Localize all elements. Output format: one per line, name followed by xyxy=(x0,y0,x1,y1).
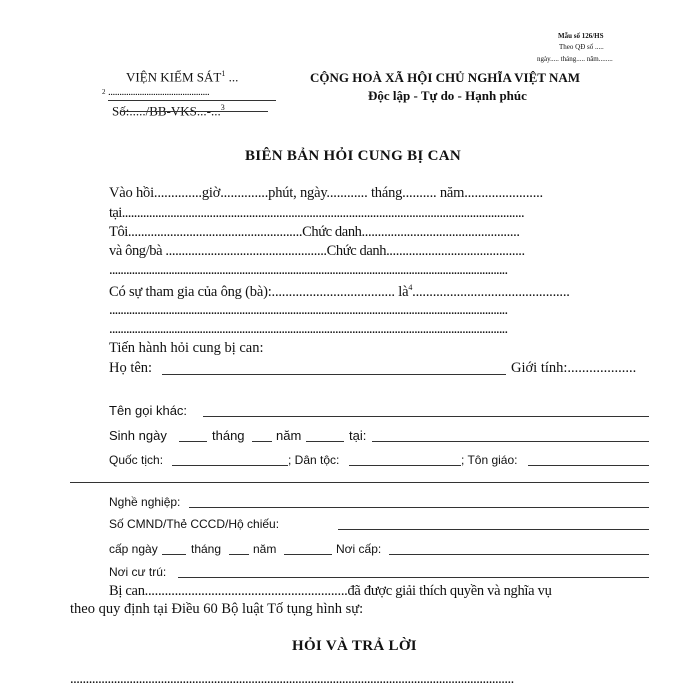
dob-month-field[interactable] xyxy=(252,441,272,442)
dob-day-field[interactable] xyxy=(179,441,207,442)
issue-month-field[interactable] xyxy=(229,554,249,555)
footnote-4: 4 xyxy=(408,283,413,292)
ethnicity-field[interactable] xyxy=(349,465,461,466)
document-number: Số:...../BB-VKS...-...$^3$ xyxy=(112,103,225,119)
occupation-label: Nghề nghiệp: xyxy=(109,495,181,509)
issue-year-field[interactable] xyxy=(284,554,332,555)
alias-field[interactable] xyxy=(203,416,649,417)
blank-line-1: ............................................................................................................................................. xyxy=(109,262,508,278)
issue-place-label: Nơi cấp: xyxy=(336,542,382,556)
blank-line-2: ............................................................................................................................................. xyxy=(109,302,508,318)
country-name: CỘNG HOÀ XÃ HỘI CHỦ NGHĨA VIỆT NAM xyxy=(310,70,581,85)
law-line: theo quy định tại Điều 60 Bộ luật Tố tụng hình sự: xyxy=(70,601,364,617)
national-motto: Độc lập - Tự do - Hạnh phúc xyxy=(368,88,527,103)
nationality-field[interactable] xyxy=(172,465,288,466)
issue-place-field[interactable] xyxy=(389,554,649,555)
proceed-line: Tiến hành hỏi cung bị can: xyxy=(109,340,264,356)
religion-field[interactable] xyxy=(528,465,649,466)
residence-label: Nơi cư trú: xyxy=(109,565,167,579)
religion-label: ; Tôn giáo: xyxy=(461,453,518,467)
footnote-1: 1 xyxy=(221,69,226,78)
occupation-field[interactable] xyxy=(189,507,649,508)
id-field[interactable] xyxy=(338,529,649,530)
issue-month-label: tháng xyxy=(191,542,222,556)
dob-year-label: năm xyxy=(276,428,302,443)
other-officer-line: và ông/bà ..................................................Chức danh........................................... xyxy=(109,243,525,259)
form-decision: Theo QĐ số ..... xyxy=(559,43,604,51)
document-title: BIÊN BẢN HỎI CUNG BỊ CAN xyxy=(245,148,461,164)
ethnicity-label: ; Dân tộc: xyxy=(288,453,340,467)
blank-line-3: ............................................................................................................................................. xyxy=(109,321,508,337)
alias-label: Tên gọi khác: xyxy=(109,403,188,418)
accused-line: Bị can.............................................................đã được giải thích quyền và nghĩa vụ xyxy=(109,583,552,599)
birthplace-field[interactable] xyxy=(372,441,649,442)
dob-label: Sinh ngày xyxy=(109,428,167,443)
form-date: ngày..... tháng..... năm........ xyxy=(537,55,613,63)
agency-dots: ............................................. xyxy=(108,86,210,98)
name-field[interactable] xyxy=(162,374,506,375)
qa-title: HỎI VÀ TRẢ LỜI xyxy=(292,638,417,654)
footnote-3: 3 xyxy=(220,103,225,112)
participant-line: Có sự tham gia của ông (bà):.................................... $là^4$.............................................. xyxy=(109,283,570,300)
dob-month-label: tháng xyxy=(212,428,245,443)
time-line: Vào hồi..............giờ..............phút, ngày............ tháng.......... năm....................... xyxy=(109,185,543,201)
investigator-line: Tôi......................................................Chức danh................................................. xyxy=(109,224,520,240)
issue-year-label: năm xyxy=(253,542,277,556)
name-label: Họ tên: xyxy=(109,360,153,376)
issue-date-label: cấp ngày xyxy=(109,542,158,556)
birthplace-label: tại: xyxy=(349,428,367,443)
agency-rule xyxy=(108,100,276,101)
answer-line: .............................................................................................................................................. xyxy=(70,671,514,687)
gender-label: Giới tính:................... xyxy=(511,360,637,376)
footnote-2: 2 xyxy=(102,88,106,96)
place-line: tại..................................................................................................................................... xyxy=(109,205,525,221)
dob-year-field[interactable] xyxy=(306,441,344,442)
agency-name: VIỆN KIỂM SÁT$^1$ ... xyxy=(126,69,239,85)
nationality-label: Quốc tịch: xyxy=(109,453,164,467)
id-label: Số CMND/Thẻ CCCD/Hộ chiếu: xyxy=(109,517,280,531)
form-code: Mẫu số 126/HS xyxy=(558,32,604,40)
residence-field[interactable] xyxy=(178,577,649,578)
number-strike xyxy=(120,111,268,112)
issue-day-field[interactable] xyxy=(162,554,186,555)
section-divider xyxy=(70,482,649,483)
